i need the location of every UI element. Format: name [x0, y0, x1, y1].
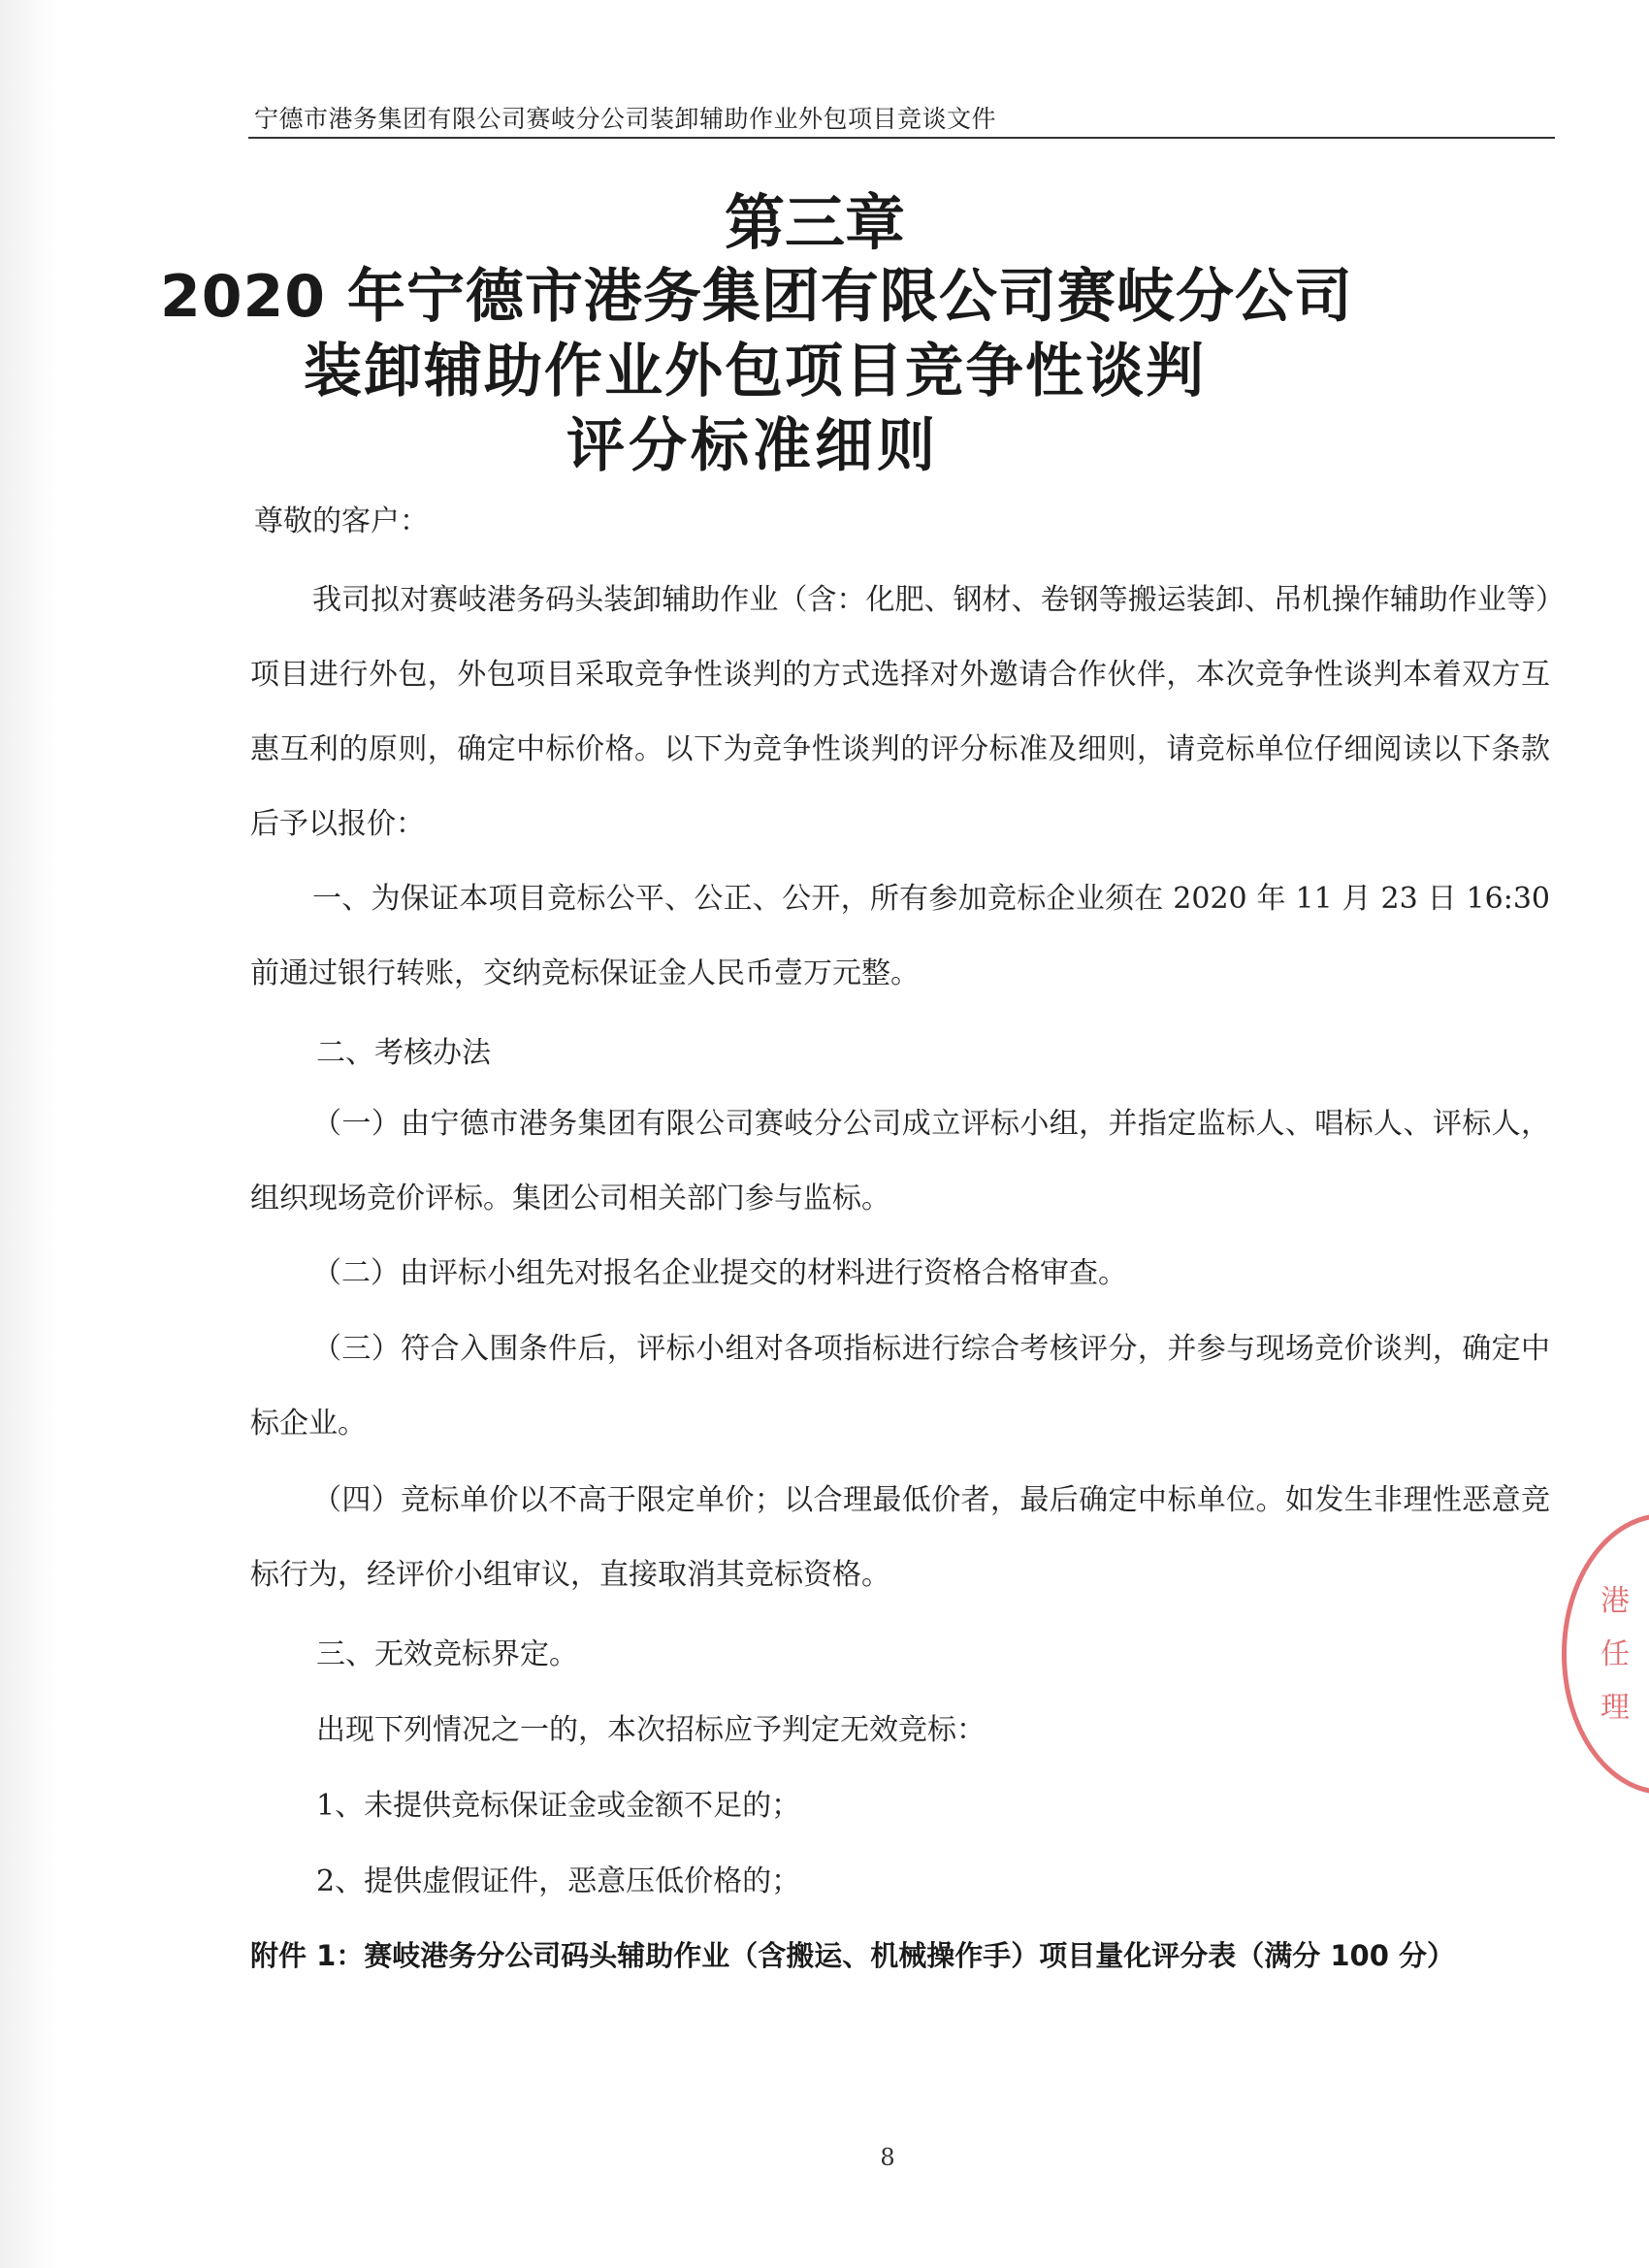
item-2-heading: 二、考核办法 [316, 1036, 491, 1070]
item-3-intro: 出现下列情况之一的，本次招标应予判定无效竞标： [316, 1713, 986, 1747]
item-1-paragraph: 一、为保证本项目竞标公平、公正、公开，所有参加竞标企业须在 2020 年 11 月 23 日 16:30 前通过银行转账，交纳竞标保证金人民币壹万元整。 [250, 882, 1550, 990]
seal-char-2: 任 [1600, 1637, 1630, 1671]
item-2-3-paragraph: （三）符合入围条件后，评标小组对各项指标进行综合考核评分，并参与现场竞价谈判，确定中标企业。 [250, 1332, 1550, 1441]
salutation: 尊敬的客户： [254, 504, 429, 538]
page-number: 8 [880, 2144, 895, 2171]
seal-char-3: 理 [1600, 1691, 1630, 1725]
item-2-4-paragraph: （四）竞标单价以不高于限定单价；以合理最低价者，最后确定中标单位。如发生非理性恶意竞标行为，经评价小组审议，直接取消其竞标资格。 [250, 1483, 1550, 1592]
attachment-note: 附件 1：赛岐港务分公司码头辅助作业（含搬运、机械操作手）项目量化评分表（满分 100 分） [250, 1939, 1456, 1972]
title-line-2: 2020 年宁德市港务集团有限公司赛岐分公司 [160, 263, 1353, 331]
intro-paragraph: 我司拟对赛岐港务码头装卸辅助作业（含：化肥、钢材、卷钢等搬运装卸、吊机操作辅助作业等）项目进行外包，外包项目采取竞争性谈判的方式选择对外邀请合作伙伴，本次竞争性谈判本着双方互惠互利的原则，确定中标价格。以下为竞争性谈判的评分标准及细则，请竞标单位仔细阅读以下条款后予以报价： [250, 583, 1550, 841]
running-header: 宁德市港务集团有限公司赛岐分公司装卸辅助作业外包项目竞谈文件 [254, 105, 997, 133]
chapter-title: 第三章 [724, 187, 905, 258]
item-3-1: 1、未提供竞标保证金或金额不足的； [316, 1789, 801, 1823]
seal-char-1: 港 [1600, 1584, 1630, 1618]
item-3-2: 2、提供虚假证件，恶意压低价格的； [316, 1864, 801, 1898]
header-rule [248, 137, 1555, 139]
item-3-heading: 三、无效竞标界定。 [316, 1637, 578, 1671]
item-2-1-paragraph: （一）由宁德市港务集团有限公司赛岐分公司成立评标小组，并指定监标人、唱标人、评标人，组织现场竞价评标。集团公司相关部门参与监标。 [250, 1107, 1550, 1215]
title-line-3: 装卸辅助作业外包项目竞争性谈判 [304, 338, 1206, 405]
title-line-4: 评分标准细则 [566, 412, 939, 480]
item-2-2-paragraph: （二）由评标小组先对报名企业提交的材料进行资格合格审查。 [312, 1256, 1127, 1290]
